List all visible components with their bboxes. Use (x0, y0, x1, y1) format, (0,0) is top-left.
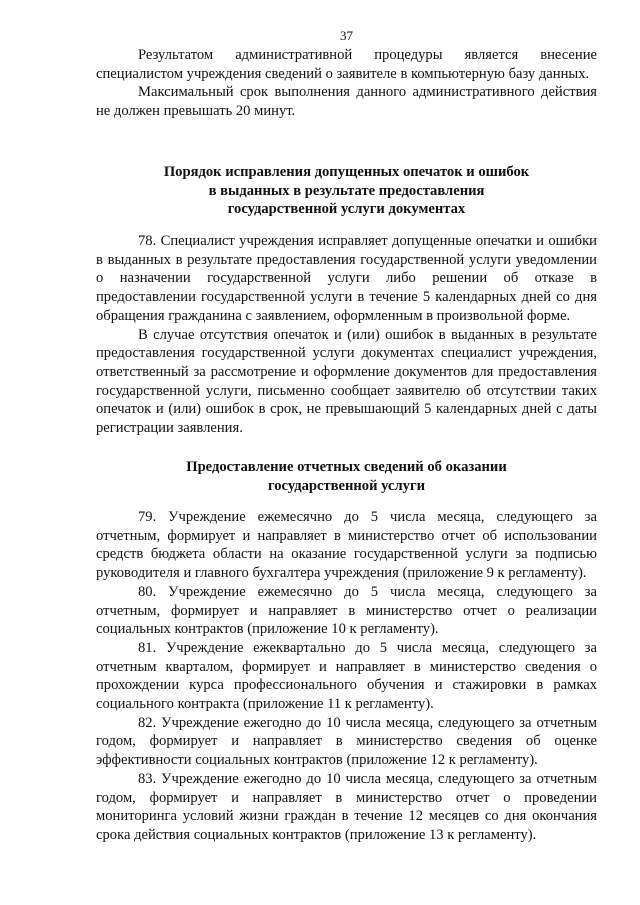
paragraph-78: 78. Специалист учреждения исправляет допущенные опечатки и ошибки в выданных в результате предоставления государственной услуги уведомлении о назначении государственной услуги либо решении об отказе в предоставлении государственной услуги в течение 5 календарных дней со дня обращения гражданина с заявлением, оформленным в произвольной форме. (96, 233, 597, 324)
paragraph-79: 79. Учреждение ежемесячно до 5 числа месяца, следующего за отчетным, формирует и направляет в министерство отчет об использовании средств бюджета области на оказание государственной услуги за подписью руководителя и главного бухгалтера учреждения (приложение 9 к регламенту). (96, 509, 597, 582)
intro-paragraph: Максимальный срок выполнения данного административного действия не должен превышать 20 минут. (96, 84, 597, 120)
paragraph-82: 82. Учреждение ежегодно до 10 числа месяца, следующего за отчетным годом, формирует и направляет в министерство сведения об оценке эффективности социальных контрактов (приложение 12 к регламенту). (96, 714, 597, 769)
section-2-body (96, 508, 597, 845)
section-1-title-line: в выданных в результате предоставления (208, 182, 485, 199)
paragraph-81: 81. Учреждение ежеквартально до 5 числа месяца, следующего за отчетным кварталом, формирует и направляет в министерство сведения о прохождении курса профессионального обучения и стажировки в рамках социального контракта (приложение 11 к регламенту). (96, 639, 597, 713)
section-1-body (96, 232, 597, 438)
paragraph-83: 83. Учреждение ежегодно до 10 числа месяца, следующего за отчетным годом, формирует и направляет в министерство отчет о проведении мониторинга условий жизни граждан в течение 12 месяцев со дня окончания срока действия социальных контрактов (приложение 13 к регламенту). (96, 770, 597, 843)
document-page (96, 0, 597, 905)
section-2-title (96, 458, 597, 495)
section-2-title-line: Предоставление отчетных сведений об оказании (186, 459, 507, 475)
section-1 (96, 163, 597, 219)
section-2 (96, 458, 597, 495)
paragraph-78-continuation: В случае отсутствия опечаток и (или) ошибок в выданных в результате предоставления государственной услуги документах специалист учреждения, ответственный за рассмотрение и оформление документов для предоставления государственной услуги, письменно сообщает заявителю об отсутствии таких опечаток и (или) ошибок в срок, не превышающий 5 календарных дней с даты регистрации заявления. (96, 326, 597, 437)
section-1-title-line: Порядок исправления допущенных опечаток и ошибок (163, 164, 530, 180)
section-1-title-line: государственной услуги документах (227, 201, 466, 218)
intro-paragraph: Результатом административной процедуры является внесение специалистом учреждения сведений о заявителе в компьютерную базу данных. (96, 47, 597, 82)
intro-block (96, 46, 597, 121)
section-1-title (96, 163, 597, 219)
paragraph-80: 80. Учреждение ежемесячно до 5 числа месяца, следующего за отчетным, формирует и направляет в министерство отчет о реализации социальных контрактов (приложение 10 к регламенту). (96, 583, 597, 638)
section-2-title-line: государственной услуги (267, 477, 426, 494)
page-number: 37 (340, 28, 353, 43)
